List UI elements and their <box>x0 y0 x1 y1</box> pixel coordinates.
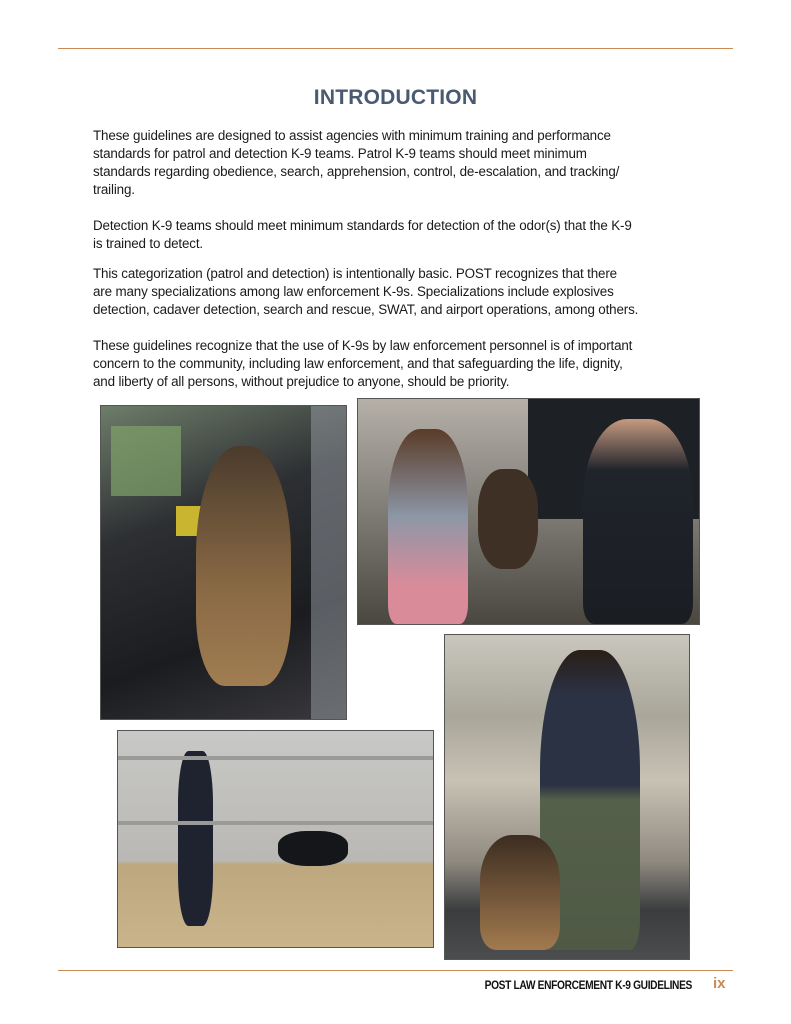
photo-officer-walking-k9 <box>117 730 434 948</box>
page-number: ix <box>713 975 726 992</box>
text-line: and liberty of all persons, without prejudice to anyone, should be priority. <box>93 374 510 389</box>
text-line: trailing. <box>93 182 135 197</box>
text-line: are many specializations among law enforcement K-9s. Specializations include explosives <box>93 284 614 299</box>
photo-officer-with-k9-outdoors <box>444 634 690 960</box>
bottom-rule <box>58 970 733 971</box>
photo-officer-with-children <box>357 398 700 625</box>
text-line: standards regarding obedience, search, apprehension, control, de-escalation, and tracking/ <box>93 164 620 179</box>
text-line: standards for patrol and detection K-9 teams. Patrol K-9 teams should meet minimum <box>93 146 587 161</box>
text-line: detection, cadaver detection, search and rescue, SWAT, and airport operations, among others. <box>93 302 639 317</box>
paragraph-1 <box>93 127 713 199</box>
paragraph-2 <box>93 217 713 253</box>
text-line: These guidelines are designed to assist agencies with minimum training and performance <box>93 128 611 143</box>
photo-k9-in-patrol-car <box>100 405 347 720</box>
paragraph-3 <box>93 265 713 319</box>
text-line: This categorization (patrol and detection) is intentionally basic. POST recognizes that there <box>93 266 617 281</box>
text-line: Detection K-9 teams should meet minimum standards for detection of the odor(s) that the K-9 <box>93 218 632 233</box>
paragraph-4 <box>93 337 713 391</box>
text-line: is trained to detect. <box>93 236 203 251</box>
top-rule <box>58 48 733 49</box>
footer-title: POST LAW ENFORCEMENT K-9 GUIDELINES <box>484 978 692 992</box>
page-title: INTRODUCTION <box>313 86 478 109</box>
text-line: concern to the community, including law enforcement, and that safeguarding the life, dignity, <box>93 356 623 371</box>
text-line: These guidelines recognize that the use of K-9s by law enforcement personnel is of important <box>93 338 633 353</box>
